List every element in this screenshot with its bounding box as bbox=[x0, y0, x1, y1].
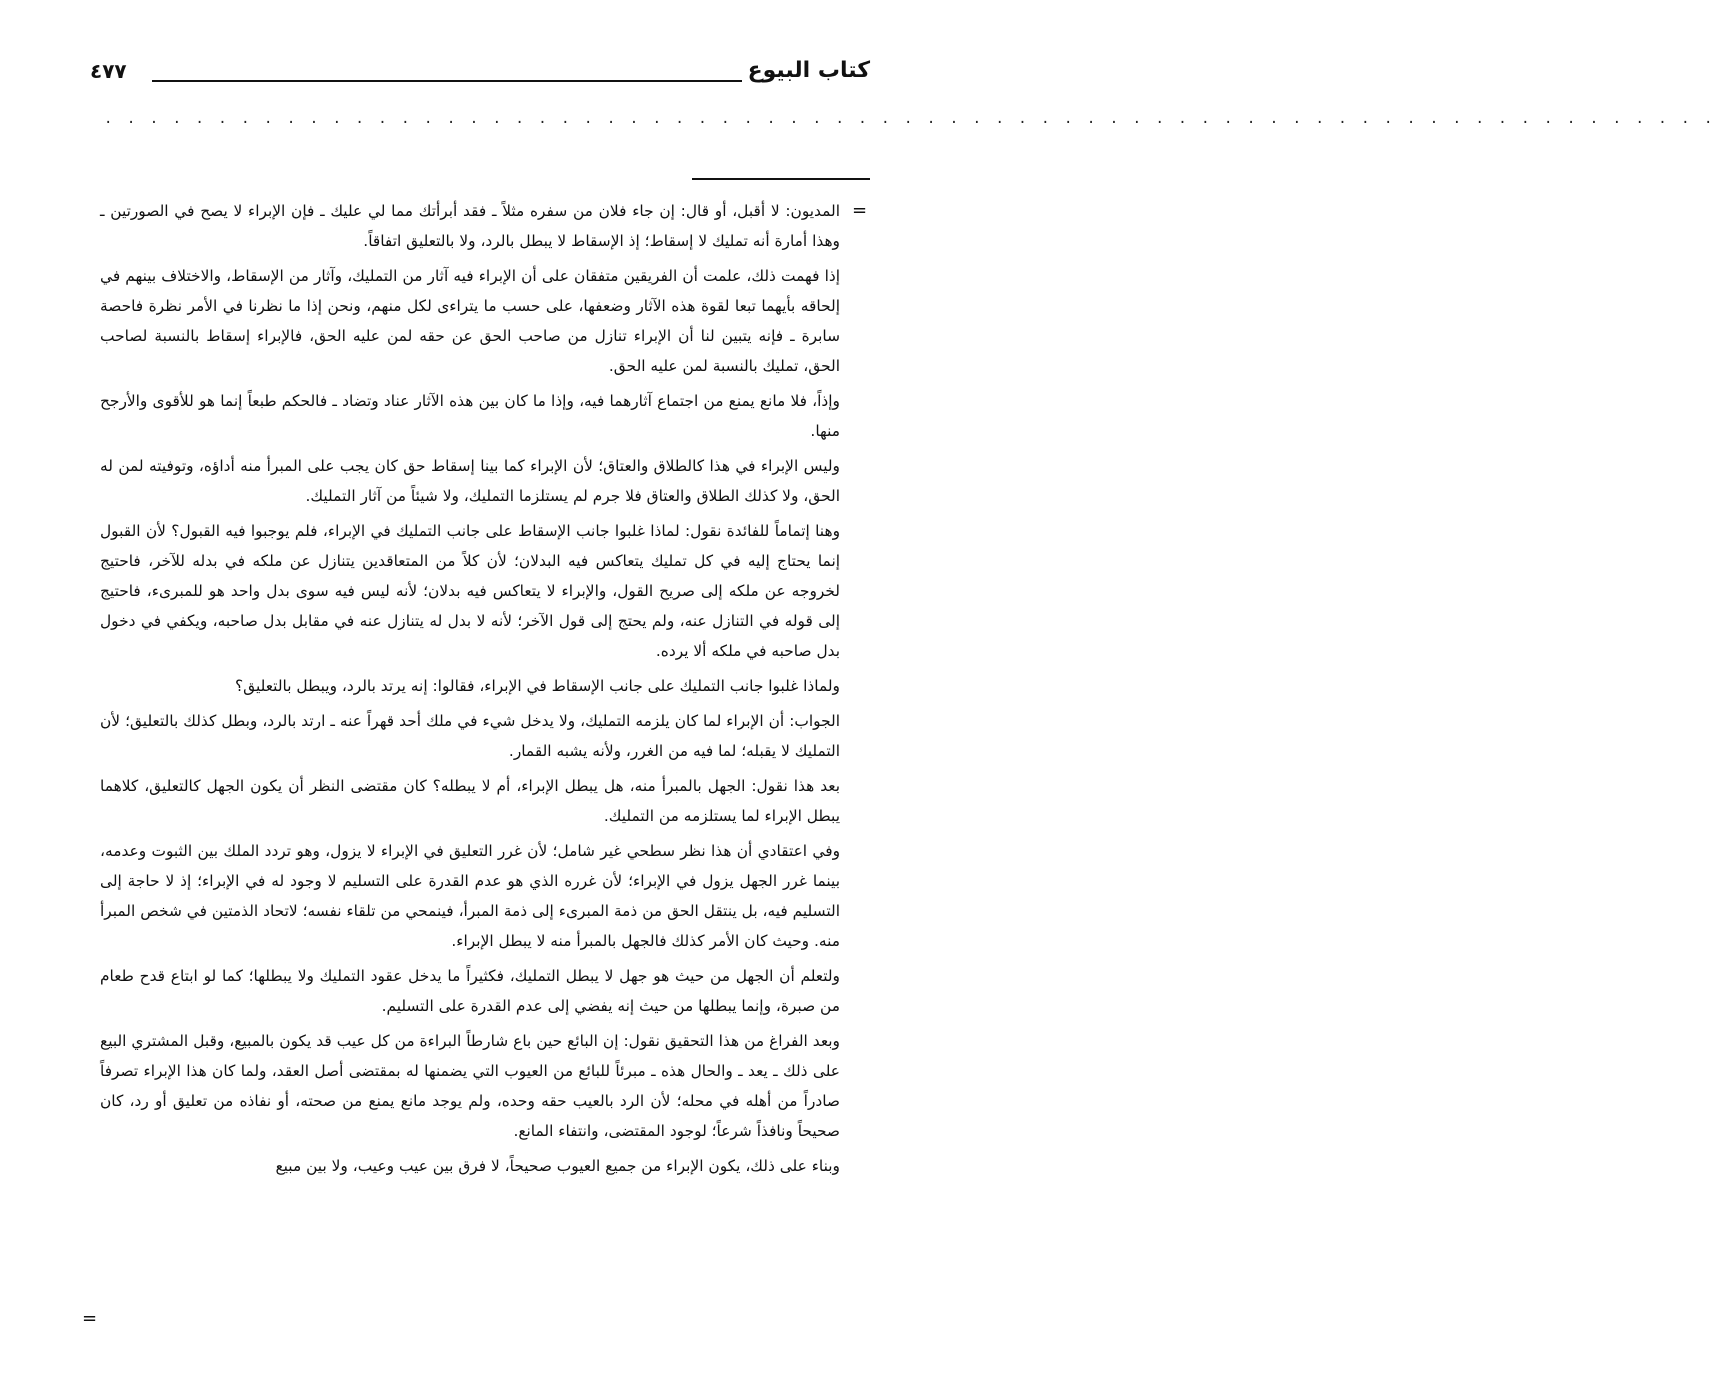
footnote-paragraph: وإذاً، فلا مانع يمنع من اجتماع آثارهما فيه، وإذا ما كان بين هذه الآثار عناد وتضاد ـ فالحكم طبعاً إنما هو للأقوى والأرجح منها. bbox=[100, 392, 840, 440]
footnote-paragraph: ولماذا غلبوا جانب التمليك على جانب الإسقاط في الإبراء، فقالوا: إنه يرتد بالرد، ويبطل بالتعليق؟ bbox=[235, 677, 840, 695]
footnote-paragraph: وبناء على ذلك، يكون الإبراء من جميع العيوب صحيحاً، لا فرق بين عيب وعيب، ولا بين مبيع bbox=[275, 1157, 840, 1175]
footnote-paragraph: وليس الإبراء في هذا كالطلاق والعتاق؛ لأن الإبراء كما بينا إسقاط حق كان يجب على المبرأ منه أداؤه، وتوفيته لمن له الحق، ولا كذلك الطلاق والعتاق فلا جرم لم يستلزما التمليك، ولا شيئاً من آثار التمليك. bbox=[100, 457, 840, 505]
running-header bbox=[90, 52, 870, 96]
dotted-separator: . . . . . . . . . . . . . . . . . . . . . . . . . . . . . . . . . . . . . . . . . . . . . . . . . . . . . . . . . . . . . . . . . . . . . . . bbox=[104, 111, 1715, 127]
footnote-continuation-mark-bottom: = bbox=[82, 1308, 98, 1329]
footnote-paragraph: إذا فهمت ذلك، علمت أن الفريقين متفقان على أن الإبراء فيه آثار من التمليك، وآثار من الإسقاط، والاختلاف بينهم في إلحاقه بأيهما تبعا لقوة هذه الآثار وضعفها، على حسب ما يتراءى لكل منهم، ونحن إذا ما نظرنا في الأمر نظرة فاحصة سابرة ـ فإنه يتبين لنا أن الإبراء تنازل من صاحب الحق عن حقه لمن عليه الحق، فالإبراء إسقاط بالنسبة لصاحب الحق، تمليك بالنسبة لمن عليه الحق. bbox=[100, 267, 840, 375]
footnote-text bbox=[100, 196, 840, 1186]
book-title: كتاب البيوع bbox=[747, 58, 870, 83]
footnote-paragraph: وبعد الفراغ من هذا التحقيق نقول: إن البائع حين باع شارطاً البراءة من كل عيب قد يكون بالمبيع، وقبل المشتري البيع على ذلك ـ يعد ـ والحال هذه ـ مبرئاً للبائع من العيوب التي يضمنها له بمقتضى أصل العقد، ولما كان هذا الإبراء تصرفاً صادراً من أهله في محله؛ لأن الرد بالعيب حقه وحده، ولم يوجد مانع يمنع من صحته، أو نفاذه من تعليق أو رد، كان صحيحاً ونافذاً شرعاً؛ لوجود المقتضى، وانتفاء المانع. bbox=[100, 1032, 840, 1140]
header-rule bbox=[152, 80, 742, 82]
page-number: ٤٧٧ bbox=[90, 59, 127, 83]
footnote-paragraph: وفي اعتقادي أن هذا نظر سطحي غير شامل؛ لأن غرر التعليق في الإبراء لا يزول، وهو تردد الملك بين الثبوت وعدمه، بينما غرر الجهل يزول في الإبراء؛ لأن غرره الذي هو عدم القدرة على التسليم لا وجود له في الإبراء؛ إذ لا حاجة إلى التسليم فيه، بل ينتقل الحق من ذمة المبرىء إلى ذمة المبرأ، فينمحي من تلقاء نفسه؛ لاتحاد الذمتين في شخص المبرأ منه. وحيث كان الأمر كذلك فالجهل بالمبرأ منه لا يبطل الإبراء. bbox=[100, 842, 840, 950]
footnote-paragraph: المديون: لا أقبل، أو قال: إن جاء فلان من سفره مثلاً ـ فقد أبرأتك مما لي عليك ـ فإن الإبراء لا يصح في الصورتين ـ وهذا أمارة أنه تمليك لا إسقاط؛ إذ الإسقاط لا يبطل بالرد، ولا بالتعليق اتفاقاً. bbox=[100, 202, 840, 250]
footnote-paragraph: وهنا إتماماً للفائدة نقول: لماذا غلبوا جانب الإسقاط على جانب التمليك في الإبراء، فلم يوجبوا فيه القبول؟ لأن القبول إنما يحتاج إليه في كل تمليك يتعاكس فيه البدلان؛ لأن كلاً من المتعاقدين يتنازل عن ملكه في بدله للآخر، فاحتيج لخروجه عن ملكه إلى صريح القول، والإبراء لا يتعاكس فيه بدلان؛ لأنه ليس فيه سوى بدل واحد هو للمبرىء، فاحتيج إلى قوله في التنازل عنه، ولم يحتج إلى قول الآخر؛ لأنه لا بدل له يتنازل عنه في مقابل بدل صاحبه، ويكفي في دخول بدل صاحبه في ملكه ألا يرده. bbox=[100, 522, 840, 660]
footnote-paragraph: الجواب: أن الإبراء لما كان يلزمه التمليك، ولا يدخل شيء في ملك أحد قهراً عنه ـ ارتد بالرد، وبطل كذلك بالتعليق؛ لأن التمليك لا يقبله؛ لما فيه من الغرر، ولأنه يشبه القمار. bbox=[100, 712, 840, 760]
footnote-rule bbox=[692, 178, 870, 180]
footnote-paragraph: ولتعلم أن الجهل من حيث هو جهل لا يبطل التمليك، فكثيراً ما يدخل عقود التمليك ولا يبطلها؛ كما لو ابتاع قدح طعام من صبرة، وإنما يبطلها من حيث إنه يفضي إلى عدم القدرة على التسليم. bbox=[100, 967, 840, 1015]
footnote-continuation-mark-top: = bbox=[852, 200, 868, 221]
footnote-paragraph: بعد هذا نقول: الجهل بالمبرأ منه، هل يبطل الإبراء، أم لا يبطله؟ كان مقتضى النظر أن يكون الجهل كالتعليق، كلاهما يبطل الإبراء لما يستلزمه من التمليك. bbox=[100, 777, 840, 825]
